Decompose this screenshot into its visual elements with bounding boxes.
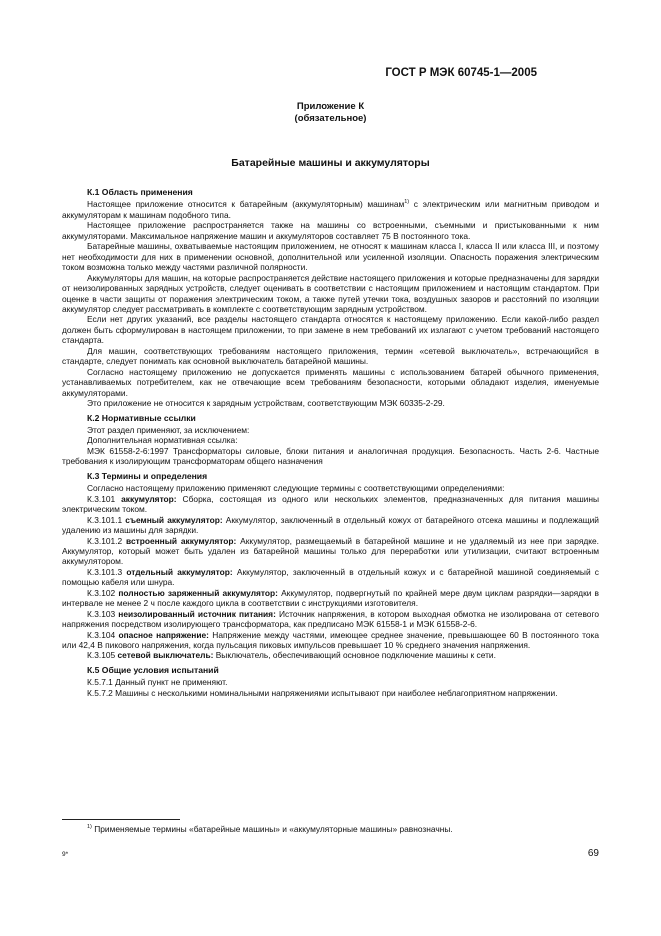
standard-header: ГОСТ Р МЭК 60745-1—2005: [385, 67, 537, 79]
def-number: К.3.102: [87, 587, 119, 598]
def-term: полностью заряженный аккумулятор:: [118, 587, 278, 598]
definition: [62, 515, 599, 536]
def-text: Выключатель, обеспечивающий основное подключение машины к сети.: [213, 650, 496, 661]
def-text: Аккумулятор, подвергнутый по крайней мере двум циклам разрядки—зарядки в интервале не менее 2 ч после каждого цикла в соответствии с инструкциями изготовителя.: [62, 587, 599, 609]
def-text: Источник напряжения, в котором выходная обмотка не изолирована от сетевого напряжения посредством изолирующего трансформатора, как предписано МЭК 61558-1 и МЭК 61558-2-6.: [62, 608, 599, 630]
def-number: К.3.101.3: [87, 566, 127, 577]
def-number: К.3.101: [87, 493, 122, 504]
footnote: [87, 824, 453, 834]
definition: [62, 536, 599, 567]
text: Настоящее приложение относится к батарейным (аккумуляторным) машинам: [87, 199, 405, 210]
def-number: К.3.101.2: [87, 535, 127, 546]
section-heading-k1: К.1 Область применения: [87, 187, 193, 197]
annex-block: [62, 101, 599, 125]
definition: [62, 650, 599, 660]
def-term: съемный аккумулятор:: [125, 514, 223, 525]
page-number: 69: [587, 848, 599, 859]
text: с электрическим или магнитным приводом и аккумуляторам к машинам подобного типа.: [62, 199, 599, 220]
def-number: К.3.105: [87, 650, 118, 661]
def-text: Аккумулятор, размещаемый в батарейной машине и не удаляемый из нее при зарядке. Аккумулятор, который может быть удален из батарейной машины только для переработки или утилизации, считают встроенным аккумулятором.: [62, 535, 599, 567]
footnote-ref: 1): [404, 199, 410, 206]
paragraph: [62, 199, 599, 220]
def-term: опасное напряжение:: [118, 629, 209, 640]
paragraph: Согласно настоящему приложению применяют следующие термины с соответствующими определениями:: [87, 483, 505, 494]
sheet-mark: 9*: [62, 851, 69, 858]
def-number: К.3.104: [87, 629, 119, 640]
paragraph: К.5.7.2 Машины с несколькими номинальными напряжениями испытывают при наиболее неблагоприятном напряжении.: [87, 687, 558, 698]
definition: [62, 630, 599, 651]
def-term: сетевой выключатель:: [117, 650, 214, 661]
section-heading-k5: К.5 Общие условия испытаний: [87, 664, 219, 675]
annex-title: Батарейные машины и аккумуляторы: [231, 157, 430, 169]
paragraph: Этот раздел применяют, за исключением:: [87, 424, 250, 435]
paragraph: Согласно настоящему приложению не допускается применять машины с использованием батарей обычного применения, устанавливаемых потребителем, как не отвечающие всем требованиям безопасности, которыми обладают изделия, именуемые аккумуляторами.: [62, 366, 599, 398]
paragraph: Это приложение не относится к зарядным устройствам, соответствующим МЭК 60335-2-29.: [87, 398, 445, 409]
paragraph: Батарейные машины, охватываемые настоящим приложением, не относят к машинам класса I, класса II или класса III, и поэтому нет необходимости для них в применении основной, дополнительной или усиленной изоляции. Опасность поражения электрическим током возможна только между частями различной полярности.: [62, 241, 599, 273]
def-text: Напряжение между частями, имеющее среднее значение, превышающее 60 В постоянного тока или 42,4 В пикового напряжения, когда пульсация пиковых импульсов превышает 10 % среднего значения напряжения.: [62, 629, 599, 651]
footnote-mark: 1): [87, 824, 92, 831]
definition: [62, 609, 599, 630]
def-text: Аккумулятор, заключенный в отдельный кожух от батарейного отсека машины и подлежащий удалению из машины для зарядки.: [62, 514, 599, 536]
paragraph: Аккумуляторы для машин, на которые распространяется действие настоящего приложения и которые предназначены для зарядки от неизолированных зарядных устройств, следует оценивать в соответствии с настоящим приложением и настоящим стандартом. При оценке в части защиты от поражения электрическим током, а также путей утечки тока, воздушных зазоров и расстояний по изоляции аккумулятор следует рассматривать в комплекте с соответствующим зарядным устройством.: [62, 272, 599, 314]
definition: [62, 567, 599, 588]
paragraph: Если нет других указаний, все разделы настоящего стандарта относятся к настоящему приложению. Если какой-либо раздел должен быть сформулирован в настоящем приложении, то при замене в нем требований их излагают с учетом требований настоящего стандарта.: [62, 314, 599, 346]
def-term: аккумулятор:: [121, 493, 177, 504]
paragraph: Дополнительная нормативная ссылка:: [87, 435, 238, 446]
def-text: Аккумулятор, заключенный в отдельный кожух и с батарейной машиной соединяемый с помощью кабеля или шнура.: [62, 566, 599, 588]
section-heading-k2: К.2 Нормативные ссылки: [87, 412, 196, 423]
definition: [62, 494, 599, 515]
def-number: К.3.101.1: [87, 514, 126, 525]
paragraph: К.5.7.1 Данный пункт не применяют.: [87, 677, 228, 688]
paragraph: Настоящее приложение распространяется также на машины со встроенными, съемными и пристыкованными к ним аккумуляторами. Максимальное напряжение машин и аккумуляторов составляет 75 В постоянного тока.: [62, 220, 599, 241]
annex-label: Приложение К: [296, 101, 365, 112]
document-body: [62, 183, 599, 698]
annex-status: (обязательное): [294, 113, 367, 124]
def-text: Сборка, состоящая из одного или нескольких элементов, предназначенных для питания машины электрическим током.: [62, 493, 599, 515]
def-term: встроенный аккумулятор:: [126, 535, 237, 546]
footnote-text: Применяемые термины «батарейные машины» и «аккумуляторные машины» равнозначны.: [91, 824, 453, 834]
definition: [62, 588, 599, 609]
paragraph: МЭК 61558-2-6:1997 Трансформаторы силовые, блоки питания и аналогичная продукция. Безопасность. Часть 2-6. Частные требования к изолирующим трансформаторам общего назначения: [62, 445, 599, 467]
section-heading-k3: К.3 Термины и определения: [87, 470, 208, 481]
def-term: отдельный аккумулятор:: [126, 566, 233, 577]
def-term: неизолированный источник питания:: [118, 608, 276, 619]
paragraph: Для машин, соответствующих требованиям настоящего приложения, термин «сетевой выключатель», встречающийся в стандарте, следует понимать как основной выключатель батарейной машины.: [62, 345, 599, 367]
footnote-divider: [62, 819, 180, 820]
def-number: К.3.103: [87, 608, 119, 619]
